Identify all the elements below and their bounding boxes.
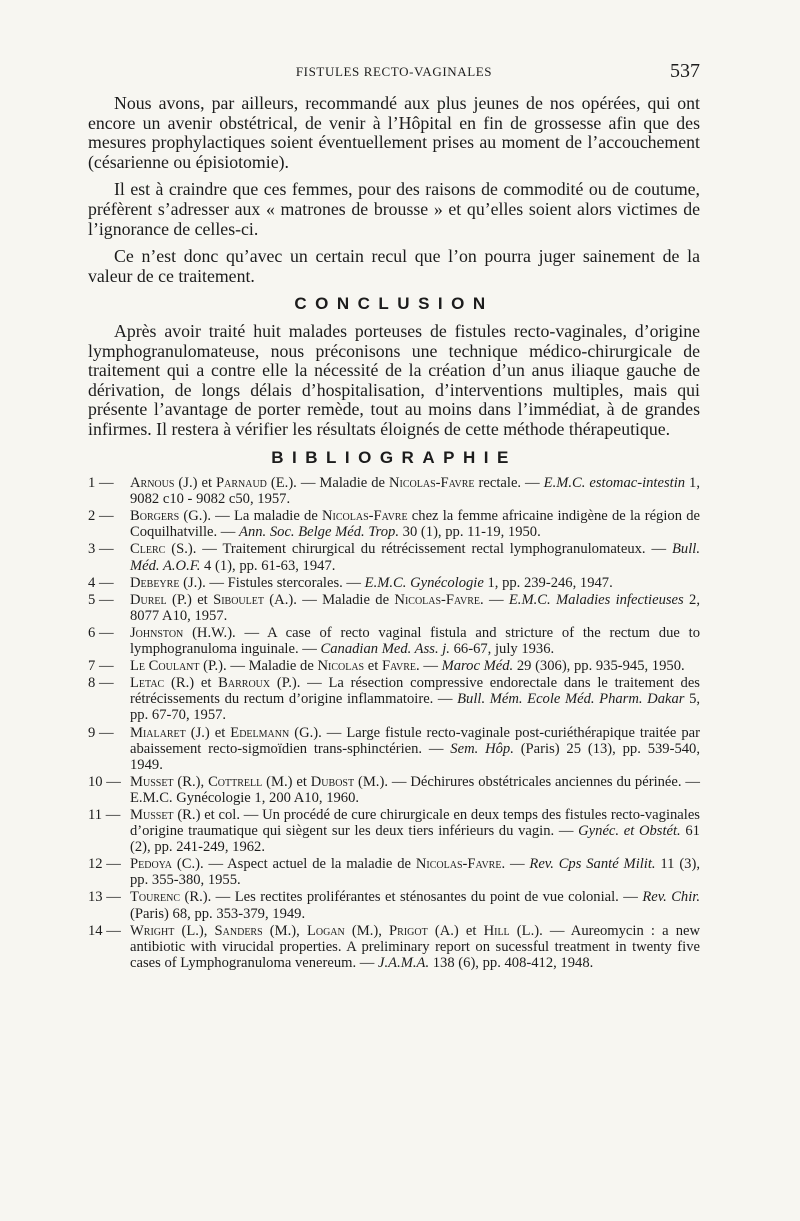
journal-title: E.M.C. Gynécologie bbox=[364, 574, 484, 591]
author-name: Mialaret bbox=[130, 724, 186, 741]
bibliography-entry-text bbox=[130, 541, 700, 573]
bibliography-entry bbox=[88, 575, 700, 591]
reference-text: (E.). — Maladie de bbox=[266, 475, 389, 492]
bibliography-entry bbox=[88, 658, 700, 674]
bibliography-entry-number: 7 — bbox=[88, 658, 114, 675]
conclusion-paragraph: Après avoir traité huit malades porteuses de fistules recto-vaginales, d’origine lymphogranulomateuse, nous préconisons une technique médico-chirurgicale de traitement qui a contre elle la nécessité de la création d’un anus iliaque gauche de dérivation, de longs délais d’hospitalisation, d’interventions multiples, mais qui présente l’avantage de porter remède, tout au moins dans l’immédiat, à de grandes infirmes. Il restera à vérifier les résultats éloignés de cette méthode thérapeutique. bbox=[88, 320, 700, 439]
bibliography-entry-text bbox=[130, 625, 700, 657]
journal-title: E.M.C. Maladies infectieuses bbox=[508, 591, 684, 608]
bibliography-entry-number: 11 — bbox=[88, 806, 121, 823]
author-name: Durel bbox=[130, 591, 167, 608]
bibliography-entry bbox=[88, 807, 700, 855]
reference-text: . — bbox=[479, 591, 509, 608]
bibliography-entry-text bbox=[130, 675, 700, 723]
bibliography-entry bbox=[88, 592, 700, 624]
reference-text: (R.). — Les rectites proliférantes et sténosantes du point de vue colonial. — bbox=[180, 889, 643, 906]
reference-text: 2, 8077 A10, 1957. bbox=[130, 591, 701, 624]
reference-text: (G.). — Large fistule recto-vaginale post-curiéthérapique traitée par abaissement recto-sigmoïdien trans-sphinctérien. — bbox=[130, 724, 700, 757]
author-name: Parnaud bbox=[216, 475, 267, 492]
paragraph-2: Il est à craindre que ces femmes, pour des raisons de commodité ou de coutume, préfèrent s’adresser aux « matrones de brousse » et qu’elles soient alors victimes de l’ignorance de celles-ci. bbox=[88, 179, 700, 239]
bibliography-entry-text bbox=[130, 575, 700, 591]
reference-text: (M.). — Déchirures obstétricales anciennes du périnée. — E.M.C. Gynécologie 1, 200 A10, 1960. bbox=[130, 773, 700, 806]
journal-title: Bull. Méd. A.O.F. bbox=[130, 541, 700, 574]
author-name: Debeyre bbox=[130, 574, 180, 591]
reference-text: (J.) et bbox=[174, 475, 216, 492]
reference-text: (L.). — Aureomycin : a new antibiotic with virucidal properties. A preliminary report on sucessful treatment in twenty five cases of Lymphogranuloma venereum. — bbox=[130, 922, 701, 971]
bibliography-entry-number: 6 — bbox=[88, 624, 114, 641]
author-name: Nicolas-Favre bbox=[388, 475, 475, 492]
bibliography-entry bbox=[88, 856, 700, 888]
journal-title: Sem. Hôp. bbox=[450, 740, 514, 757]
paragraph-1: Nous avons, par ailleurs, recommandé aux plus jeunes de nos opérées, qui ont encore un avenir obstétrical, de venir à l’Hôpital en fin de grossesse afin que des mesures prophylactiques soient éventuellement prises au moment de l’accouchement (césarienne ou épisiotomie). bbox=[88, 93, 700, 172]
reference-text: rectale. — bbox=[474, 475, 544, 492]
bibliography-entry bbox=[88, 475, 700, 507]
bibliography-heading: BIBLIOGRAPHIE bbox=[271, 447, 517, 467]
author-name: Letac bbox=[130, 675, 165, 692]
bibliography-entry-number: 3 — bbox=[88, 541, 114, 558]
bibliography-list bbox=[88, 475, 700, 971]
reference-text: 138 (6), pp. 408-412, 1948. bbox=[429, 954, 594, 971]
reference-text: (S.). — Traitement chirurgical du rétrécissement rectal lymphogranulomateux. — bbox=[165, 541, 673, 558]
journal-title: Maroc Méd. bbox=[441, 658, 514, 675]
conclusion-heading: CONCLUSION bbox=[294, 294, 494, 314]
author-name: Cottrell bbox=[208, 773, 263, 790]
bibliography-entry-text bbox=[130, 658, 700, 674]
bibliography-entry-text bbox=[130, 725, 700, 773]
author-name: Prigot bbox=[389, 922, 428, 939]
page-header bbox=[88, 60, 700, 84]
bibliography-entry-number: 8 — bbox=[88, 675, 114, 692]
bibliography-entry-number: 1 — bbox=[88, 475, 114, 492]
journal-title: Rev. Cps Santé Milit. bbox=[529, 856, 656, 873]
journal-title: Canadian Med. Ass. j. bbox=[320, 641, 450, 658]
reference-text: (A.) et bbox=[427, 922, 484, 939]
bibliography-entry-text bbox=[130, 508, 700, 540]
author-name: Favre bbox=[381, 658, 417, 675]
author-name: Dubost bbox=[310, 773, 355, 790]
bibliography-entry-text bbox=[130, 889, 700, 921]
bibliography-entry bbox=[88, 625, 700, 657]
reference-text: (P.) et bbox=[166, 591, 214, 608]
bibliography-entry-number: 14 — bbox=[88, 922, 121, 939]
reference-text: 61 (2), pp. 241-249, 1962. bbox=[130, 823, 700, 856]
reference-text: (M.) et bbox=[262, 773, 311, 790]
reference-text: (R.), bbox=[173, 773, 209, 790]
author-name: Clerc bbox=[130, 541, 166, 558]
author-name: Logan bbox=[306, 922, 345, 939]
reference-text: (P.). — La résection compressive endorectale dans le traitement des rétrécissements du rectum d’origine inflammatoire. — bbox=[130, 675, 700, 708]
bibliography-entry-number: 12 — bbox=[88, 856, 121, 873]
bibliography-entry bbox=[88, 675, 700, 723]
reference-text: (Paris) 25 (13), pp. 539-540, 1949. bbox=[130, 740, 700, 773]
author-name: Nicolas-Favre bbox=[322, 508, 408, 525]
bibliography-entry bbox=[88, 508, 700, 540]
bibliography-entry bbox=[88, 541, 700, 573]
reference-text: 30 (1), pp. 11-19, 1950. bbox=[399, 524, 541, 541]
reference-text: (R.) et bbox=[164, 675, 219, 692]
author-name: Wright bbox=[130, 922, 175, 939]
reference-text: 11 (3), pp. 355-380, 1955. bbox=[130, 856, 700, 889]
author-name: Sanders bbox=[214, 922, 263, 939]
journal-title: Ann. Soc. Belge Méd. Trop. bbox=[239, 524, 400, 541]
author-name: Nicolas-Favre bbox=[415, 856, 502, 873]
author-name: Johnston bbox=[130, 624, 184, 641]
reference-text: 66-67, july 1936. bbox=[449, 641, 555, 658]
reference-text: 1, 9082 c10 - 9082 c50, 1957. bbox=[130, 475, 700, 508]
author-name: Barroux bbox=[218, 675, 271, 692]
reference-text: (R.) et col. — Un procédé de cure chirurgicale en deux temps des fistules recto-vaginales d’origine traumatique qui siègent sur les deux tiers inférieurs du vagin. — bbox=[130, 806, 700, 840]
author-name: Siboulet bbox=[213, 591, 264, 608]
bibliography-entry-text bbox=[130, 807, 700, 855]
author-name: Hill bbox=[483, 922, 510, 939]
author-name: Le Coulant bbox=[130, 658, 200, 675]
bibliography-entry-text bbox=[130, 592, 700, 624]
reference-text: 1, pp. 239-246, 1947. bbox=[483, 574, 613, 591]
bibliography-entry-number: 2 — bbox=[88, 508, 114, 525]
reference-text: (P.). — Maladie de bbox=[199, 658, 318, 675]
reference-text: (G.). — La maladie de bbox=[179, 508, 323, 525]
bibliography-entry bbox=[88, 923, 700, 971]
reference-text: (A.). — Maladie de bbox=[263, 591, 395, 608]
author-name: Arnous bbox=[130, 475, 175, 492]
journal-title: Rev. Chir. bbox=[642, 889, 700, 906]
bibliography-entry-number: 13 — bbox=[88, 889, 121, 906]
reference-text: 5, pp. 67-70, 1957. bbox=[130, 691, 701, 724]
author-name: Nicolas-Favre bbox=[394, 591, 480, 608]
bibliography-entry-text bbox=[130, 923, 700, 971]
reference-text: . — bbox=[501, 856, 530, 873]
author-name: Borgers bbox=[130, 508, 180, 525]
bibliography-entry-number: 5 — bbox=[88, 591, 114, 608]
author-name: Tourenc bbox=[130, 889, 181, 906]
body-text bbox=[88, 94, 700, 972]
journal-title: E.M.C. estomac-intestin bbox=[543, 475, 686, 492]
bibliography-entry bbox=[88, 774, 700, 806]
journal-title: Gynéc. et Obstét. bbox=[578, 823, 681, 840]
reference-text: et bbox=[364, 658, 382, 675]
reference-text: 29 (306), pp. 935-945, 1950. bbox=[513, 658, 685, 675]
author-name: Edelmann bbox=[230, 724, 290, 741]
reference-text: (M.), bbox=[262, 922, 307, 939]
bibliography-entry-number: 10 — bbox=[88, 773, 121, 790]
bibliography-entry-number: 9 — bbox=[88, 724, 114, 741]
bibliography-entry bbox=[88, 889, 700, 921]
page-number: 537 bbox=[670, 60, 700, 82]
reference-text: (Paris) 68, pp. 353-379, 1949. bbox=[130, 905, 306, 922]
reference-text: (H.W.). — A case of recto vaginal fistula and stricture of the rectum due to lymphogranuloma inguinale. — bbox=[130, 624, 700, 658]
running-head: FISTULES RECTO-VAGINALES bbox=[295, 64, 493, 79]
author-name: Pedoya bbox=[130, 856, 173, 873]
reference-text: (J.). — Fistules stercorales. — bbox=[179, 574, 365, 591]
bibliography-entry-text bbox=[130, 856, 700, 888]
bibliography-entry-text bbox=[130, 475, 700, 507]
reference-text: . — bbox=[416, 658, 442, 675]
author-name: Nicolas bbox=[317, 658, 365, 675]
journal-title: J.A.M.A. bbox=[378, 954, 430, 971]
reference-text: (C.). — Aspect actuel de la maladie de bbox=[172, 856, 416, 873]
reference-text: chez la femme africaine indigène de la région de Coquilhatville. — bbox=[130, 508, 700, 541]
bibliography-entry bbox=[88, 725, 700, 773]
journal-title: Bull. Mém. Ecole Méd. Pharm. Dakar bbox=[457, 691, 685, 708]
bibliography-entry-number: 4 — bbox=[88, 574, 114, 591]
paragraph-3: Ce n’est donc qu’avec un certain recul que l’on pourra juger sainement de la valeur de ce traitement. bbox=[88, 246, 700, 286]
reference-text: (M.), bbox=[344, 922, 390, 939]
reference-text: (L.), bbox=[174, 922, 215, 939]
author-name: Musset bbox=[130, 806, 174, 823]
reference-text: 4 (1), pp. 61-63, 1947. bbox=[200, 557, 336, 574]
bibliography-entry-text bbox=[130, 774, 700, 806]
author-name: Musset bbox=[130, 773, 174, 790]
reference-text: (J.) et bbox=[185, 724, 231, 741]
